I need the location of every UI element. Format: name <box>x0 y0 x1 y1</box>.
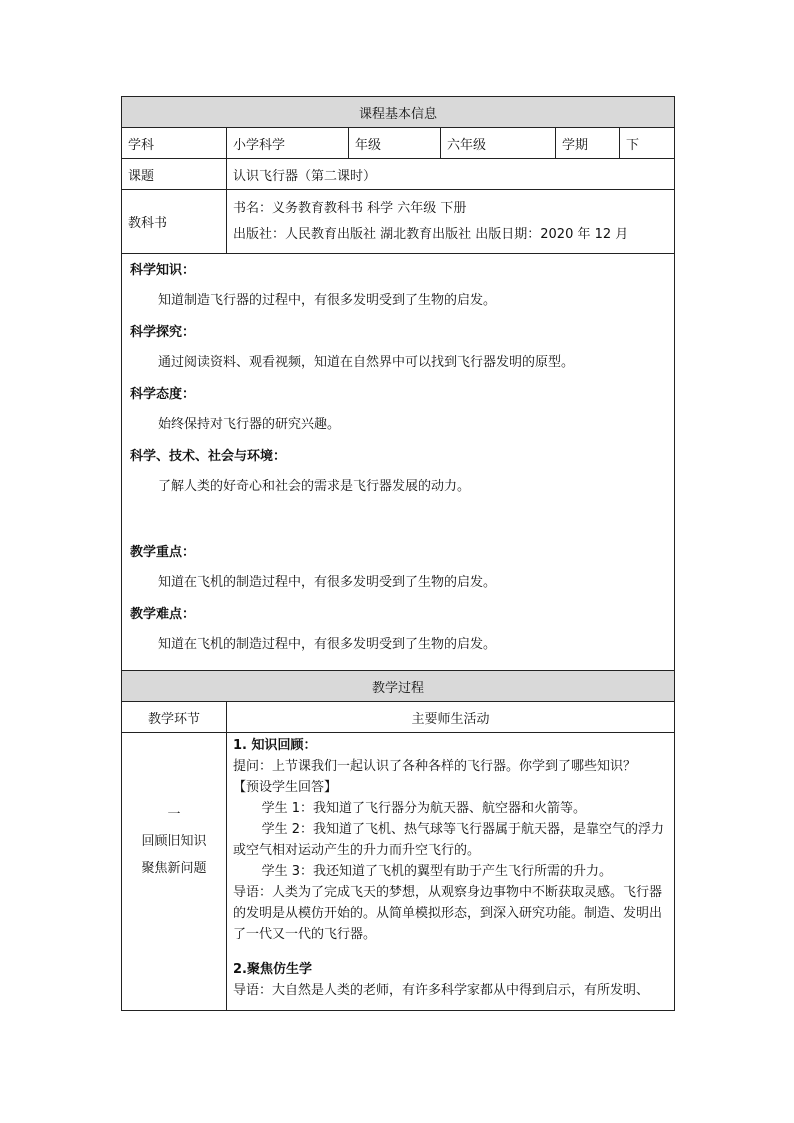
subject-value: 小学科学 <box>227 128 349 159</box>
guide-text-2: 导语：大自然是人类的老师，有许多科学家都从中得到启示，有所发明、 <box>233 983 650 998</box>
key-point-title: 教学重点： <box>130 545 196 560</box>
goal-title: 科学、技术、社会与环境： <box>130 449 287 464</box>
topic-label: 课题 <box>122 159 227 190</box>
difficulty-title: 教学难点： <box>130 607 196 622</box>
topic-value: 认识飞行器（第二课时） <box>227 159 675 190</box>
section-heading-2: 2.聚焦仿生学 <box>233 962 312 977</box>
stage-number: 一 <box>167 807 181 822</box>
spacer <box>130 508 666 542</box>
term-label: 学期 <box>556 128 620 159</box>
process-header: 教学过程 <box>122 671 675 702</box>
process-col-activity: 主要师生活动 <box>227 702 675 733</box>
goal-title: 科学态度： <box>130 387 196 402</box>
goal-text: 始终保持对飞行器的研究兴趣。 <box>158 417 341 432</box>
process-col-stage: 教学环节 <box>122 702 227 733</box>
subject-label: 学科 <box>122 128 227 159</box>
guide-text-1: 导语：人类为了完成飞天的梦想，从观察身边事物中不断获取灵感。飞行器的发明是从模仿开始的。从简单模拟形态，到深入研究功能。制造、发明出了一代又一代的飞行器。 <box>233 885 663 942</box>
grade-value: 六年级 <box>441 128 556 159</box>
spacer <box>233 945 668 959</box>
basic-info-header: 课程基本信息 <box>122 97 675 128</box>
key-point-text: 知道在飞机的制造过程中，有很多发明受到了生物的启发。 <box>158 575 497 590</box>
goal-text: 通过阅读资料、观看视频，知道在自然界中可以找到飞行器发明的原型。 <box>158 355 575 370</box>
activity-cell <box>227 733 675 1011</box>
term-value: 下 <box>620 128 675 159</box>
student-answer-3: 学生 3：我还知道了飞机的翼型有助于产生飞行所需的升力。 <box>261 864 612 879</box>
textbook-line-1: 书名：义务教育教科书 科学 六年级 下册 <box>233 200 467 216</box>
teaching-goals <box>122 254 675 671</box>
difficulty-text: 知道在飞机的制造过程中，有很多发明受到了生物的启发。 <box>158 637 497 652</box>
goal-text: 知道制造飞行器的过程中，有很多发明受到了生物的启发。 <box>158 293 497 308</box>
stage-name-2: 聚焦新问题 <box>141 861 207 876</box>
lesson-info-table <box>121 96 675 1011</box>
stage-name-1: 回顾旧知识 <box>141 834 207 849</box>
lesson-plan-page <box>121 96 674 1011</box>
student-answer-1: 学生 1：我知道了飞行器分为航天器、航空器和火箭等。 <box>261 801 586 816</box>
teacher-question: 提问：上节课我们一起认识了各种各样的飞行器。你学到了哪些知识？ <box>233 759 637 774</box>
grade-label: 年级 <box>349 128 441 159</box>
goal-text: 了解人类的好奇心和社会的需求是飞行器发展的动力。 <box>158 479 471 494</box>
stage-cell <box>122 733 227 1011</box>
goal-title: 科学知识： <box>130 263 196 278</box>
textbook-label: 教科书 <box>122 190 227 254</box>
textbook-value <box>227 190 675 254</box>
preset-answer-label: 【预设学生回答】 <box>233 780 338 795</box>
section-heading-1: 1. 知识回顾： <box>233 738 317 753</box>
goal-title: 科学探究： <box>130 325 196 340</box>
student-answer-2: 学生 2：我知道了飞机、热气球等飞行器属于航天器，是靠空气的浮力或空气相对运动产生的升力而升空飞行的。 <box>233 822 664 858</box>
textbook-line-2: 出版社：人民教育出版社 湖北教育出版社 出版日期：2020 年 12 月 <box>233 226 629 242</box>
